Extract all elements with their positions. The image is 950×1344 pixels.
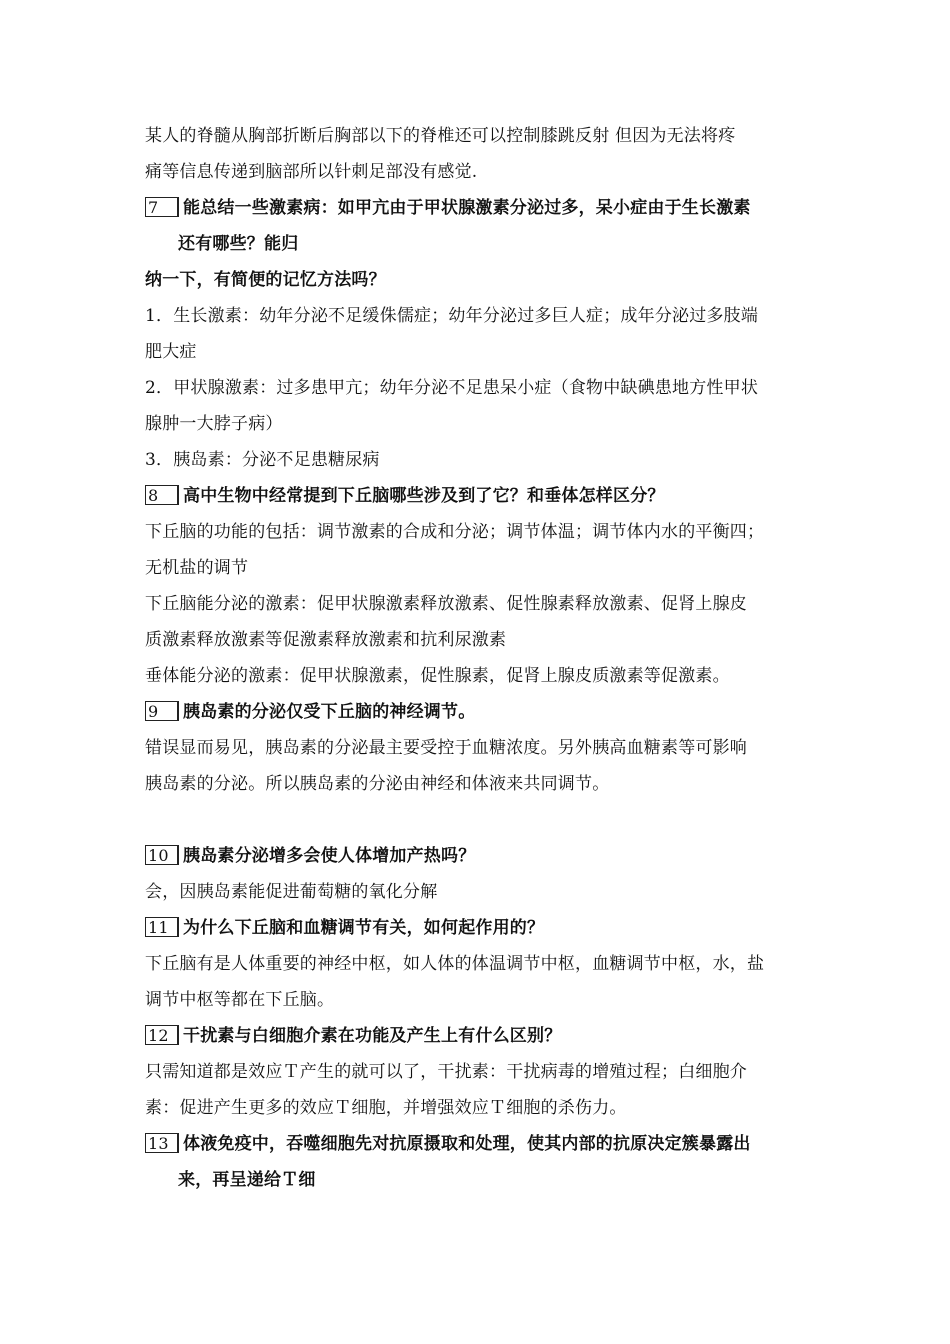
question-number-box: 11	[145, 917, 179, 937]
line-text: 胰岛素的分泌仅受下丘脑的神经调节。	[183, 702, 476, 722]
line-text: 下丘脑能分泌的激素：促甲状腺激素释放激素、促性腺素释放激素、促肾上腺皮	[145, 594, 747, 614]
text-line	[145, 1090, 810, 1126]
question-text-line	[145, 694, 810, 730]
question-number-box: 10	[145, 845, 179, 865]
text-line	[145, 982, 810, 1018]
line-text: 下丘脑有是人体重要的神经中枢，如人体的体温调节中枢，血糖调节中枢，水，盐	[145, 954, 765, 974]
line-text: 腺肿一大脖子病）	[145, 414, 283, 434]
question-text-line	[145, 1018, 810, 1054]
question-number-box: 9	[145, 701, 179, 721]
line-text: 下丘脑的功能的包括：调节激素的合成和分泌；调节体温；调节体内水的平衡四；	[145, 522, 765, 542]
line-text: 体液免疫中，吞噬细胞先对抗原摄取和处理，使其内部的抗原决定簇暴露出	[183, 1134, 751, 1154]
question-text-line	[145, 226, 810, 262]
paragraph	[145, 118, 810, 190]
question-number-box: 8	[145, 485, 179, 505]
question-text-line	[145, 190, 810, 226]
question-9	[145, 694, 810, 730]
text-line	[145, 334, 810, 370]
line-text: 高中生物中经常提到下丘脑哪些涉及到了它？和垂体怎样区分？	[183, 486, 665, 506]
text-line	[145, 586, 810, 622]
question-text-line: 纳一下，有简便的记忆方法吗？	[145, 270, 386, 290]
line-text: 会，因胰岛素能促进葡萄糖的氧化分解	[145, 882, 438, 902]
question-number-box: 13	[145, 1133, 179, 1153]
question-text-line	[145, 1162, 810, 1198]
paragraph	[145, 658, 810, 694]
line-text: 干扰素与白细胞介素在功能及产生上有什么区别？	[183, 1026, 562, 1046]
text-line	[145, 622, 810, 658]
line-text: 还有哪些？能归	[178, 234, 299, 254]
blank-line	[145, 802, 810, 838]
question-text-line	[145, 910, 810, 946]
line-text: 某人的脊髓从胸部折断后胸部以下的脊椎还可以控制膝跳反射 但因为无法将疼	[145, 126, 736, 146]
text-line	[145, 658, 810, 694]
text-line	[145, 370, 810, 406]
question-10	[145, 838, 810, 874]
line-text: 为什么下丘脑和血糖调节有关，如何起作用的？	[183, 918, 545, 938]
text-line	[145, 298, 810, 334]
line-text: 痛等信息传递到脑部所以针刺足部没有感觉.	[145, 162, 478, 182]
question-text-line	[145, 478, 810, 514]
text-line	[145, 154, 810, 190]
line-text: 1．生长激素：幼年分泌不足缓侏儒症；幼年分泌过多巨人症；成年分泌过多肢端	[145, 306, 759, 326]
question-7	[145, 190, 810, 298]
line-text: 胰岛素的分泌。所以胰岛素的分泌由神经和体液来共同调节。	[145, 774, 610, 794]
paragraph	[145, 730, 810, 802]
line-text: 只需知道都是效应Ｔ产生的就可以了，干扰素：干扰病毒的增殖过程；白细胞介	[145, 1062, 747, 1082]
paragraph	[145, 370, 810, 442]
paragraph	[145, 1054, 810, 1126]
question-text-line	[145, 838, 810, 874]
text-line	[145, 730, 810, 766]
text-line	[145, 766, 810, 802]
question-8	[145, 478, 810, 514]
line-text: 来，再呈递给Ｔ细	[178, 1170, 316, 1190]
question-13	[145, 1126, 810, 1198]
line-text: 2．甲状腺激素：过多患甲亢；幼年分泌不足患呆小症（食物中缺碘患地方性甲状	[145, 378, 759, 398]
paragraph	[145, 946, 810, 1018]
paragraph	[145, 442, 810, 478]
question-11	[145, 910, 810, 946]
text-line	[145, 1054, 810, 1090]
line-text: 素：促进产生更多的效应Ｔ细胞，并增强效应Ｔ细胞的杀伤力。	[145, 1098, 627, 1118]
text-line	[145, 514, 810, 550]
paragraph	[145, 514, 810, 586]
line-text: 肥大症	[145, 342, 197, 362]
question-text-line	[145, 1126, 810, 1162]
question-12	[145, 1018, 810, 1054]
line-text: 调节中枢等都在下丘脑。	[145, 990, 335, 1010]
paragraph	[145, 874, 810, 910]
document-page	[145, 118, 810, 1198]
text-line	[145, 442, 810, 478]
line-text: 质激素释放激素等促激素释放激素和抗利尿激素	[145, 630, 507, 650]
line-text: 能总结一些激素病：如甲亢由于甲状腺激素分泌过多，呆小症由于生长激素	[183, 198, 751, 218]
text-line	[145, 550, 810, 586]
paragraph	[145, 586, 810, 658]
text-line	[145, 406, 810, 442]
line-text: 3．胰岛素：分泌不足患糖尿病	[145, 450, 380, 470]
line-text: 胰岛素分泌增多会使人体增加产热吗？	[183, 846, 476, 866]
line-text: 垂体能分泌的激素：促甲状腺激素，促性腺素，促肾上腺皮质激素等促激素。	[145, 666, 730, 686]
paragraph	[145, 298, 810, 370]
line-text: 无机盐的调节	[145, 558, 249, 578]
text-line	[145, 874, 810, 910]
text-line	[145, 946, 810, 982]
text-line	[145, 118, 810, 154]
question-number-box: 12	[145, 1025, 179, 1045]
line-text: 错误显而易见，胰岛素的分泌最主要受控于血糖浓度。另外胰高血糖素等可影响	[145, 738, 747, 758]
question-number-box: 7	[145, 197, 179, 217]
